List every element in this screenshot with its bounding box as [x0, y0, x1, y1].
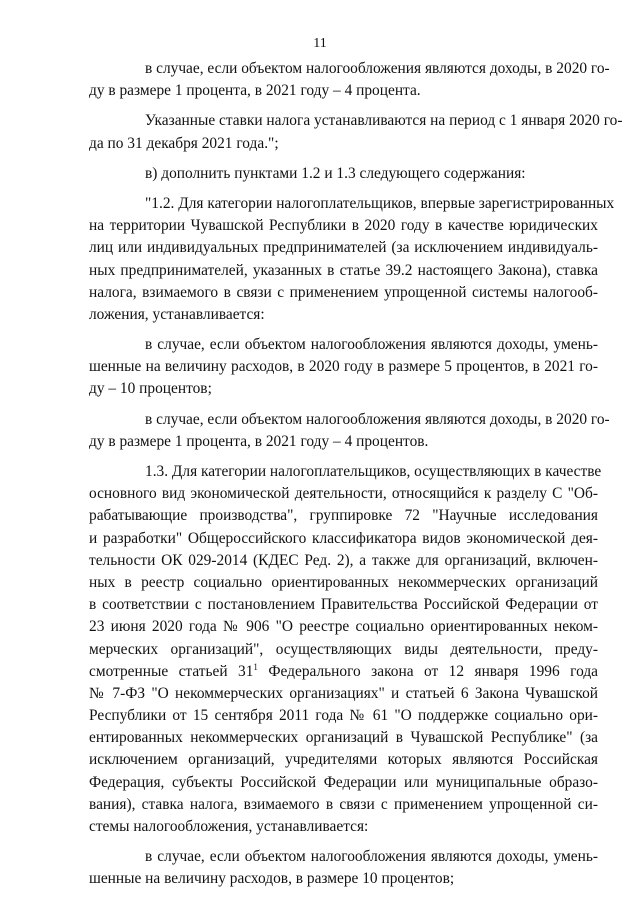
- line-text: ных предпринимателей, указанных в статье 39.2 настоящего Закона), ставка: [89, 261, 598, 279]
- line-text: ду в размере 1 процента, в 2021 году – 4 процента.: [89, 82, 421, 100]
- line-text: вания), ставка налога, взимаемого в связи с применением упрощенной си-: [89, 795, 598, 813]
- line-text: ных в реестр социально ориентированных некоммерческих организаций: [89, 573, 598, 591]
- text-line: [89, 594, 598, 616]
- line-text: Республики от 15 сентября 2011 года № 61 "О поддержке социально ори-: [89, 707, 598, 725]
- line-text-tail: Федерального закона от 12 января 1996 года: [257, 662, 598, 680]
- line-text: шенные на величину расходов, в 2020 году в размере 5 процентов, в 2021 го-: [89, 358, 598, 376]
- line-text: основного вид экономической деятельности, относящийся к разделу С "Об-: [89, 485, 598, 503]
- text-line: [89, 237, 598, 259]
- page-number: 11: [313, 36, 327, 51]
- line-text: ду в размере 1 процента, в 2021 году – 4 процентов.: [89, 432, 429, 450]
- line-text: рабатывающие производства", группировке 72 "Научные исследования: [89, 507, 598, 525]
- text-line: [89, 572, 598, 594]
- line-text: на территории Чувашской Республики в 2020 году в качестве юридических: [89, 217, 598, 235]
- line-text: смотренные статьей 31: [89, 662, 254, 680]
- superscript: 1: [253, 661, 258, 672]
- line-text: "1.2. Для категории налогоплательщиков, впервые зарегистрированных: [145, 194, 615, 212]
- line-text: в случае, если объектом налогообложения являются доходы, в 2020 го-: [145, 410, 610, 428]
- text-line: [89, 193, 615, 215]
- text-line: [89, 431, 598, 453]
- text-line: [89, 727, 598, 749]
- text-line: [89, 528, 598, 550]
- text-line: [89, 282, 598, 304]
- text-line: [89, 505, 598, 527]
- line-text: ентированных некоммерческих организаций в Чувашской Республике" (за: [89, 729, 598, 747]
- line-text: ложения, устанавливается:: [89, 305, 265, 323]
- text-line: [89, 334, 598, 356]
- line-text: и разработки" Общероссийского классификатора видов экономической дея-: [89, 529, 598, 547]
- text-line: [89, 110, 623, 132]
- line-text: лиц или индивидуальных предпринимателей (за исключением индивидуаль-: [89, 239, 598, 257]
- text-line: [89, 661, 598, 683]
- line-text: в соответствии с постановлением Правительства Российской Федерации от: [89, 596, 598, 614]
- text-line: [89, 378, 598, 400]
- text-line: [89, 749, 598, 771]
- text-line: [89, 58, 610, 80]
- line-text: в случае, если объектом налогообложения являются доходы, в 2020 го-: [145, 60, 610, 77]
- text-line: [89, 846, 598, 868]
- text-line: [89, 80, 598, 102]
- line-text: мерческих организаций", осуществляющих виды деятельности, преду-: [89, 640, 598, 658]
- text-line: [89, 133, 598, 155]
- line-text: тельности ОК 029-2014 (КДЕС Ред. 2), а также для организаций, включен-: [89, 551, 598, 569]
- line-text: 1.3. Для категории налогоплательщиков, осуществляющих в качестве: [145, 463, 602, 480]
- text-line: [89, 483, 598, 505]
- line-text: налога, взимаемого в связи с применением упрощенной системы налогооб-: [89, 283, 598, 301]
- text-line: [89, 461, 602, 483]
- line-text: 23 июня 2020 года № 906 "О реестре социально ориентированных неком-: [89, 618, 598, 636]
- line-text: № 7-ФЗ "О некоммерческих организациях" и статьей 6 Закона Чувашской: [89, 684, 598, 702]
- line-text: Федерация, субъекты Российской Федерации или муниципальные образо-: [89, 773, 598, 791]
- text-line: [89, 215, 598, 237]
- line-text: да по 31 декабря 2021 года.";: [89, 134, 279, 152]
- text-line: [89, 356, 598, 378]
- line-text: Указанные ставки налога устанавливаются на период с 1 января 2020 го-: [145, 112, 623, 130]
- text-line: [89, 705, 598, 727]
- text-line: [89, 260, 598, 282]
- text-line: [89, 794, 598, 816]
- text-line: [89, 639, 598, 661]
- text-line: [89, 772, 598, 794]
- line-text: в случае, если объектом налогообложения являются доходы, умень-: [145, 848, 598, 866]
- line-text: ду – 10 процентов;: [89, 380, 212, 398]
- document-body: [89, 58, 623, 891]
- line-text: исключением организаций, учредителями которых являются Российская: [89, 751, 598, 769]
- line-text: шенные на величину расходов, в размере 10 процентов;: [89, 870, 455, 888]
- text-line: [89, 816, 598, 838]
- line-text: в) дополнить пунктами 1.2 и 1.3 следующего содержания:: [145, 164, 526, 182]
- text-line: [89, 409, 610, 431]
- text-line: [89, 304, 598, 326]
- text-line: [89, 868, 598, 890]
- text-line: [89, 550, 598, 572]
- text-line: [89, 616, 598, 638]
- line-text: в случае, если объектом налогообложения являются доходы, умень-: [145, 336, 598, 354]
- text-line: [89, 163, 598, 185]
- line-text: стемы налогообложения, устанавливается:: [89, 818, 369, 835]
- text-line: [89, 683, 598, 705]
